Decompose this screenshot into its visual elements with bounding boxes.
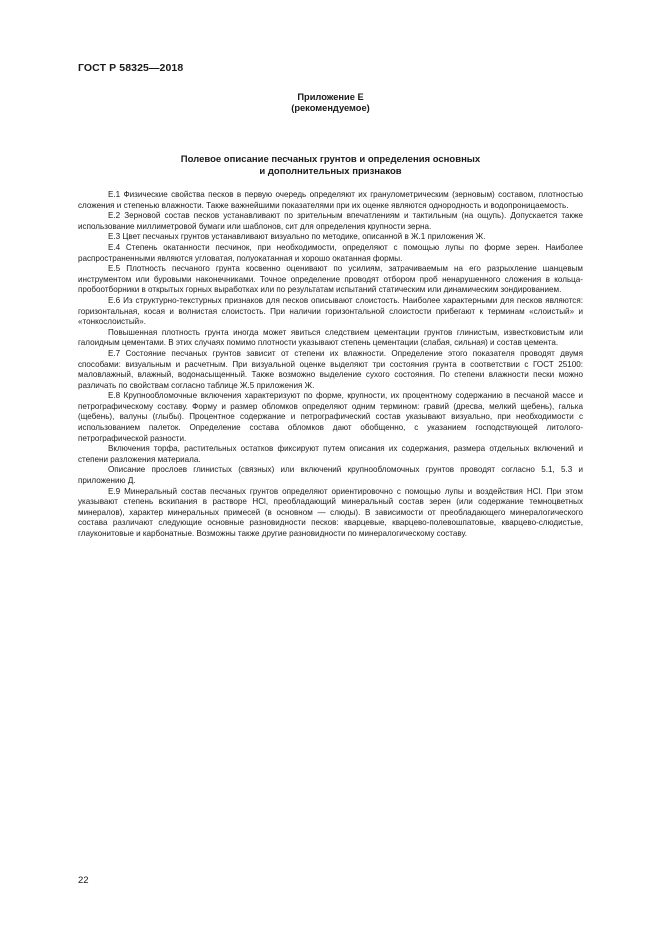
section-title-line-2: и дополнительных признаков (259, 166, 402, 177)
paragraph-e3: Е.3 Цвет песчаных грунтов устанавливают визуально по методике, описанной в Ж.1 приложения Ж. (108, 232, 486, 242)
paragraph-e5: Е.5 Плотность песчаного грунта косвенно оценивают по усилиям, затрачиваемым на его разрыхление шанцевым инструментом или буровыми наконечниками. Точное определение проводят отбором проб ненарушенного сложения в кольца-пробоотборники в открытых горных выработках или по результатам испытаний статическим или динамическим зондированием. (78, 264, 583, 295)
paragraph-e1: Е.1 Физические свойства песков в первую очередь определяют их гранулометрическим (зерновым) составом, плотностью сложения и степенью влажности. Также важнейшими показателями при их оценке являются однородность и водопроницаемость. (78, 190, 583, 210)
paragraph-e6: Е.6 Из структурно-текстурных признаков для песков описывают слоистость. Наиболее характерными для песков являются: горизонтальная, косая и волнистая слоистость. При наличии горизонтальной слоистости прибегают к терминам «слоистый» и «тонкослоистый». (78, 295, 583, 327)
page-number: 22 (78, 875, 89, 886)
document-standard-header: ГОСТ Р 58325—2018 (78, 62, 184, 74)
paragraph-e7: Е.7 Состояние песчаных грунтов зависит от степени их влажности. Определение этого показателя проводят двумя способами: визуальным и расчетным. При визуальной оценке выделяют три состояния грунта в соответствии с ГОСТ 25100: маловлажный, влажный, водонасыщенный. Также возможно выделение сухого состояния. По степени влажности пески можно различать по свойствам согласно таблице Ж.5 приложения Ж. (78, 348, 583, 390)
paragraph-e4: Е.4 Степень окатанности песчинок, при необходимости, определяют с помощью лупы по форме зерен. Наиболее распространенными являются угловатая, полуокатанная и хорошо окатанная формы. (78, 242, 583, 263)
paragraph-e8: Е.8 Крупнообломочные включения характеризуют по форме, крупности, их процентному содержанию в песчаной массе и петрографическому составу. Форму и размер обломков определяют одним термином: гравий (дресва, мелкий щебень), галька (щебень), валуны (глыбы). Процентное содержание и петрографический состав указывают визуально, при необходимости с использованием палеток. Определение состава обломков дают обобщенно, с указанием господствующей литолого-петрографической разности. (78, 391, 583, 443)
paragraph-interlayers: Описание прослоев глинистых (связных) или включений крупнообломочных грунтов проводят согласно 5.1, 5.3 и приложению Д. (78, 465, 583, 486)
paragraph-e2: Е.2 Зерновой состав песков устанавливают по зрительным впечатлениям и тактильным (на ощупь). Допускается также использование миллиметровой бумаги или шаблонов, сит для определения крупности зерна. (78, 211, 583, 231)
appendix-subtitle: (рекомендуемое) (291, 103, 370, 113)
section-title-line-1: Полевое описание песчаных грунтов и определения основных (180, 154, 481, 165)
paragraph-e9: Е.9 Минеральный состав песчаных грунтов определяют ориентировочно с помощью лупы и воздействия HCl. При этом указывают степень вскипания в растворе HCl, преобладающий минеральный состав зерен (или содержание темноцветных минералов), характер минеральных примесей (в основном — слюды). В зависимости от преобладающего минералогического состава различают следующие основные разновидности песков: кварцевые, кварцево-полевошпатовые, кварцево-слюдистые, глауконитовые и карбонатные. Возможны также другие разновидности по минералогическому составу. (78, 486, 583, 538)
appendix-title: Приложение Е (297, 92, 364, 102)
paragraph-cementation: Повышенная плотность грунта иногда может явиться следствием цементации грунтов глинистым, известковистым или галоидным цементами. В этих случаях помимо плотности указывают степень цементации (слабая, сильная) и состав цемента. (78, 327, 583, 348)
paragraph-peat-inclusions: Включения торфа, растительных остатков фиксируют путем описания их содержания, размера отдельных включений и степени разложения материала. (78, 444, 583, 464)
body-text (78, 190, 583, 540)
appendix-heading (78, 92, 583, 114)
section-title (78, 154, 583, 178)
